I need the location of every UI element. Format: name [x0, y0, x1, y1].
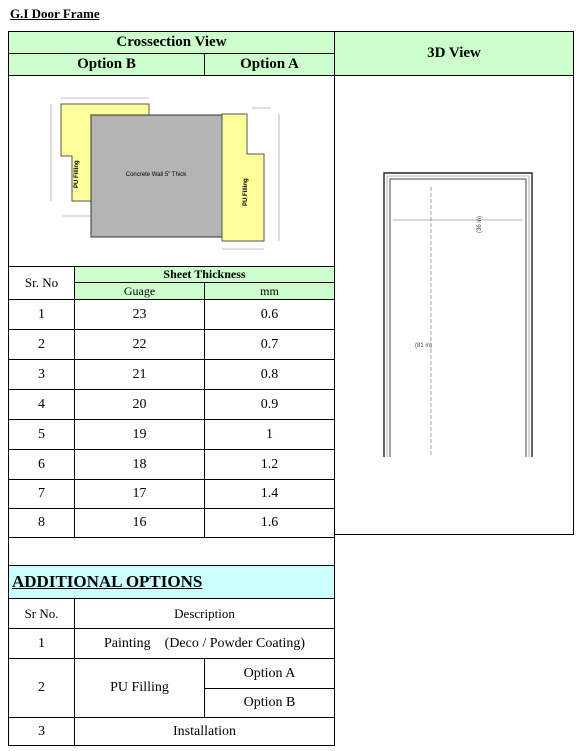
row-5-guage: 19	[74, 419, 205, 450]
row-8-mm: 1.6	[204, 508, 335, 538]
row-8-guage: 16	[74, 508, 205, 538]
row-8-sr: 8	[8, 508, 75, 538]
sr-no-header: Sr. No	[8, 266, 75, 300]
3d-view-header: 3D View	[334, 31, 574, 76]
row-6-guage: 18	[74, 449, 205, 480]
row-5-sr: 5	[8, 419, 75, 450]
additional-row-1-desc: Painting (Deco / Powder Coating)	[74, 628, 335, 659]
pu-option-b: Option B	[204, 688, 335, 718]
row-4-sr: 4	[8, 389, 75, 420]
row-2-sr: 2	[8, 329, 75, 360]
additional-sr-header: Sr No.	[8, 598, 75, 629]
blank-row	[8, 537, 335, 566]
row-7-sr: 7	[8, 479, 75, 509]
additional-options-heading	[8, 565, 335, 599]
additional-row-3-desc: Installation	[74, 717, 335, 746]
row-6-sr: 6	[8, 449, 75, 480]
sheet-thickness-header: Sheet Thickness	[74, 266, 335, 283]
3d-view-cell	[334, 75, 574, 535]
option-b-header: Option B	[8, 53, 205, 76]
left-fill-label: PU Filling	[74, 160, 80, 188]
additional-description-header: Description	[74, 598, 335, 629]
document-title: G.I Door Frame	[10, 6, 100, 21]
row-1-guage: 23	[74, 299, 205, 330]
additional-row-2-sr: 2	[8, 658, 75, 718]
guage-header: Guage	[74, 282, 205, 300]
row-3-mm: 0.8	[204, 359, 335, 390]
width-dimension-label: (36 in)	[477, 215, 483, 233]
crosssection-drawing	[9, 76, 334, 266]
row-5-mm: 1	[204, 419, 335, 450]
mm-header: mm	[204, 282, 335, 300]
row-4-guage: 20	[74, 389, 205, 420]
additional-options-title: ADDITIONAL OPTIONS	[12, 572, 203, 591]
row-3-guage: 21	[74, 359, 205, 390]
wall-label: Concrete Wall 5" Thick	[125, 172, 187, 178]
height-dimension-label: (81 in)	[415, 343, 433, 349]
row-1-sr: 1	[8, 299, 75, 330]
pu-option-a: Option A	[204, 658, 335, 689]
row-6-mm: 1.2	[204, 449, 335, 480]
additional-row-1-sr: 1	[8, 628, 75, 659]
door-frame-3d	[335, 75, 573, 533]
row-1-mm: 0.6	[204, 299, 335, 330]
row-3-sr: 3	[8, 359, 75, 390]
right-fill-label: PU Filling	[243, 178, 249, 206]
row-7-guage: 17	[74, 479, 205, 509]
row-4-mm: 0.9	[204, 389, 335, 420]
additional-row-3-sr: 3	[8, 717, 75, 746]
row-2-guage: 22	[74, 329, 205, 360]
option-a-header: Option A	[204, 53, 335, 76]
row-7-mm: 1.4	[204, 479, 335, 509]
crossection-view-header: Crossection View	[8, 31, 335, 54]
additional-row-2-desc: PU Filling	[74, 658, 205, 718]
row-2-mm: 0.7	[204, 329, 335, 360]
crosssection-drawing-cell	[8, 75, 335, 267]
right-pu-filling-shape	[222, 114, 264, 241]
